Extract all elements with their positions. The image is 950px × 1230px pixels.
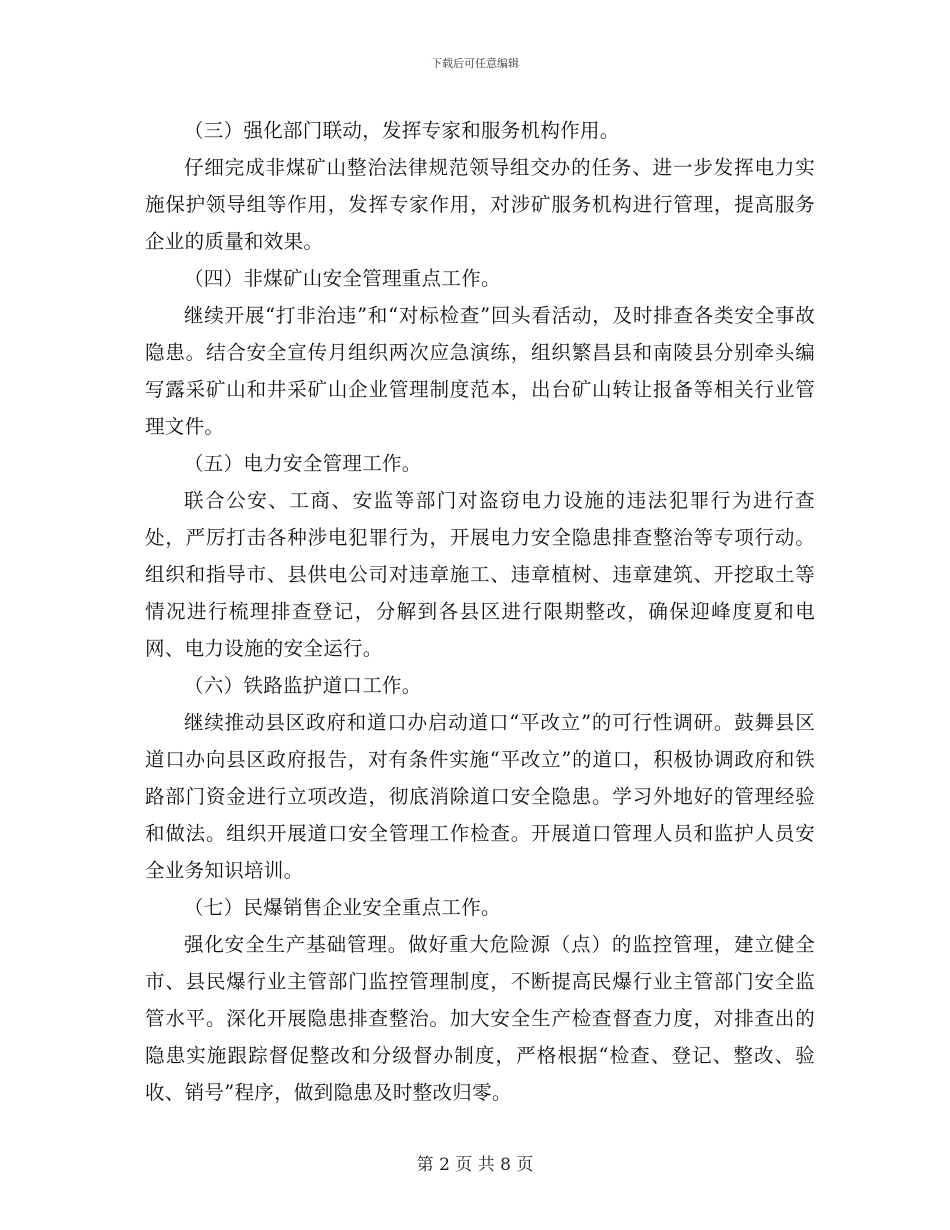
page-number-footer: 第 2 页 共 8 页: [416, 1155, 534, 1175]
page-header: 下载后可任意编辑: [431, 57, 519, 70]
section-heading-6: （六）铁路监护道口工作。: [184, 674, 422, 697]
section-body-7: 强化安全生产基础管理。做好重大危险源（点）的监控管理，建立健全市、县民爆行业主管部门监控管理制度，不断提高民爆行业主管部门安全监管水平。深化开展隐患排查整治。加大安全生产检查督查力度，对排查出的隐患实施跟踪督促整改和分级督办制度，严格根据“检查、登记、整改、验收、销号”程序，做到隐患及时整改归零。: [145, 933, 815, 1104]
section-heading-5: （五）电力安全管理工作。: [184, 452, 422, 475]
section-body-4: 继续开展“打非治违”和“对标检查”回头看活动，及时排查各类安全事故隐患。结合安全宣传月组织两次应急演练，组织繁昌县和南陵县分别牵头编写露采矿山和井采矿山企业管理制度范本，出台矿山转让报备等相关行业管理文件。: [145, 304, 815, 438]
section-heading-4: （四）非煤矿山安全管理重点工作。: [184, 267, 501, 290]
section-body-5: 联合公安、工商、安监等部门对盗窃电力设施的违法犯罪行为进行查处，严厉打击各种涉电犯罪行为，开展电力安全隐患排查整治等专项行动。组织和指导市、县供电公司对违章施工、违章植树、违章建筑、开挖取土等情况进行梳理排查登记，分解到各县区进行限期整改，确保迎峰度夏和电网、电力设施的安全运行。: [145, 489, 815, 660]
section-heading-7: （七）民爆销售企业安全重点工作。: [184, 896, 501, 919]
section-heading-3: （三）强化部门联动，发挥专家和服务机构作用。: [184, 119, 620, 142]
section-body-3: 仔细完成非煤矿山整治法律规范领导组交办的任务、进一步发挥电力实施保护领导组等作用，发挥专家作用，对涉矿服务机构进行管理，提高服务企业的质量和效果。: [145, 156, 815, 253]
section-body-6: 继续推动县区政府和道口办启动道口“平改立”的可行性调研。鼓舞县区道口办向县区政府报告，对有条件实施“平改立”的道口，积极协调政府和铁路部门资金进行立项改造，彻底消除道口安全隐患。学习外地好的管理经验和做法。组织开展道口安全管理工作检查。开展道口管理人员和监护人员安全业务知识培训。: [145, 711, 815, 882]
document-body: [145, 112, 815, 1111]
